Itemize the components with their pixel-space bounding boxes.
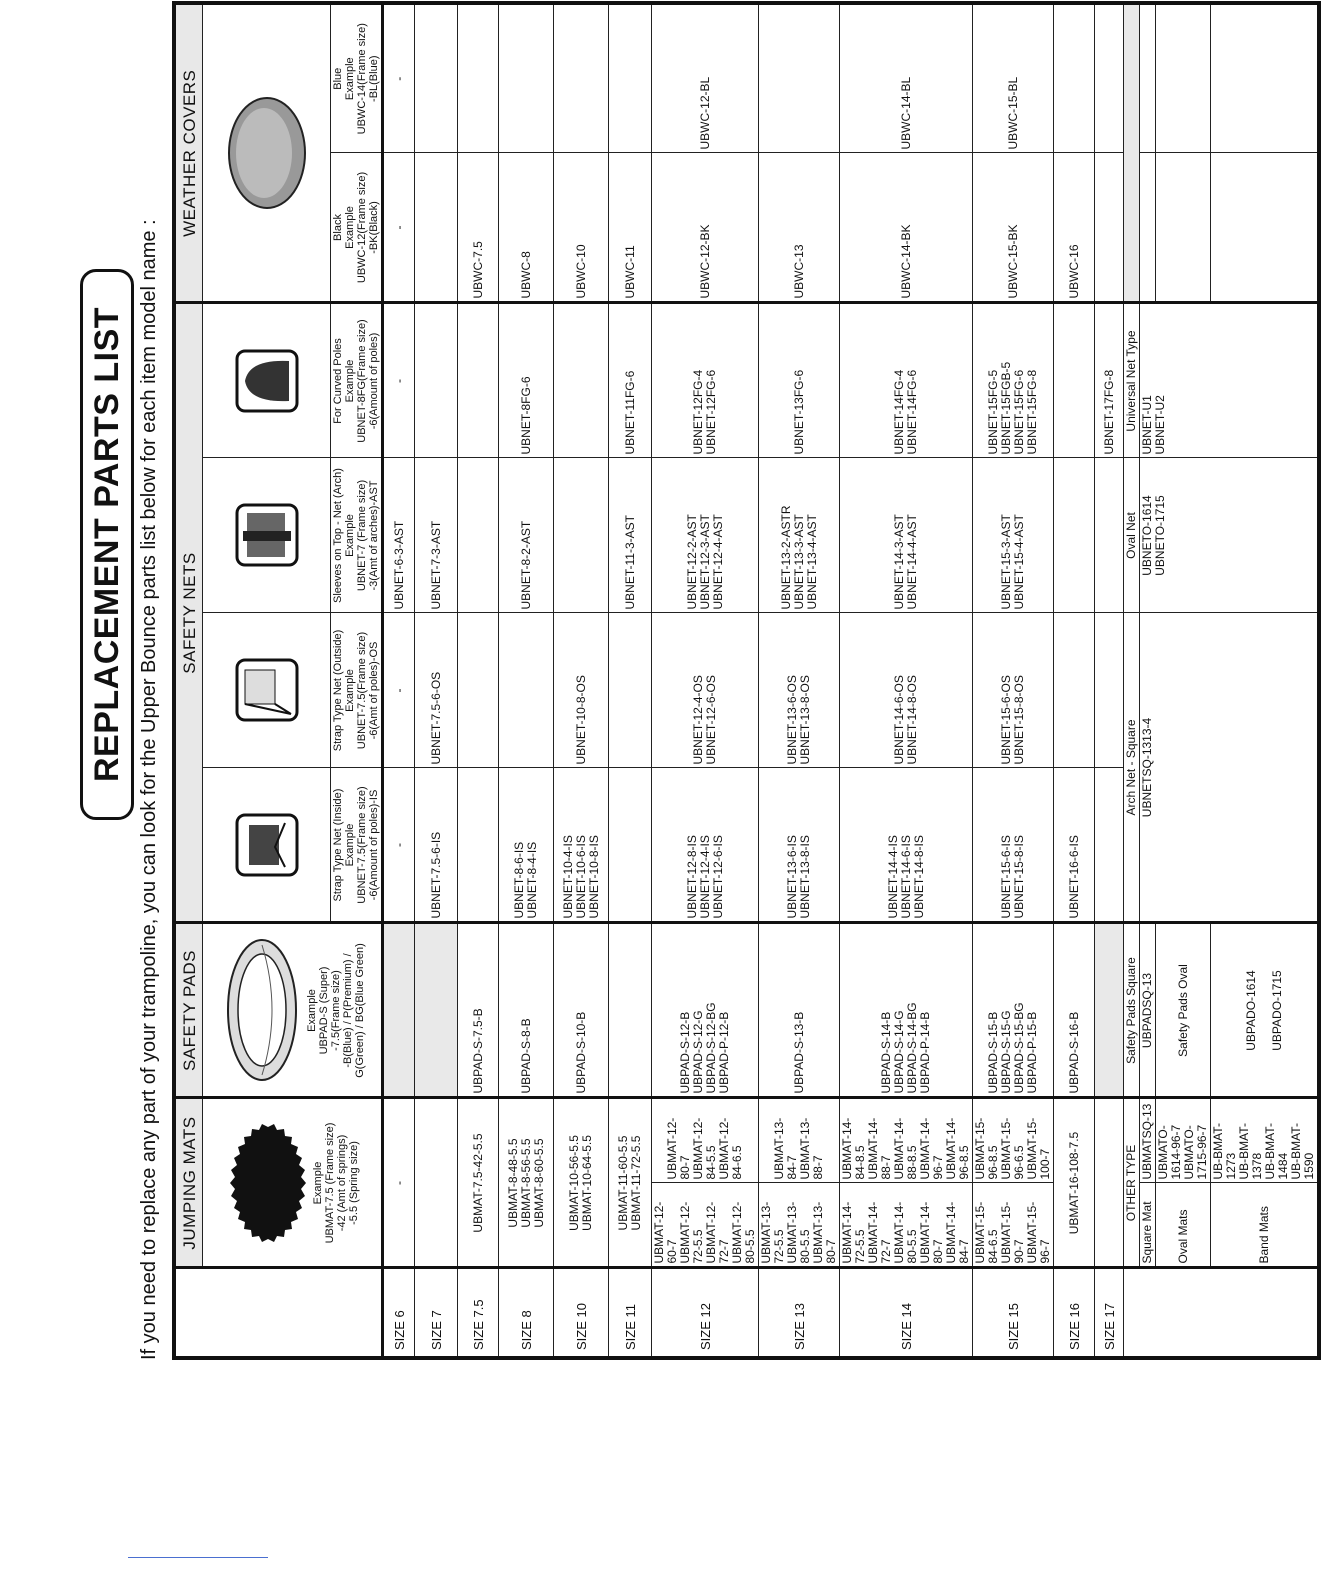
table-row bbox=[383, 3, 415, 1358]
pads-cell: UBPAD-S-8-B bbox=[499, 923, 554, 1098]
mats-cell-a: UBMAT-16-108-7.5 bbox=[1054, 1098, 1095, 1268]
example-line: Example bbox=[312, 1161, 324, 1205]
example-mats-text bbox=[312, 1103, 360, 1264]
other-blank bbox=[1211, 1268, 1320, 1358]
net-outside-icon bbox=[235, 659, 299, 723]
other-cover-cell bbox=[1156, 3, 1211, 153]
table-row bbox=[554, 3, 609, 1358]
example-pads bbox=[203, 923, 383, 1098]
net-inside-icon bbox=[235, 813, 299, 877]
example-line: -3(Amt of arches)-AST bbox=[368, 480, 380, 591]
cover-blue-cell: UBWC-15-BL bbox=[973, 3, 1054, 153]
title-box bbox=[80, 269, 134, 820]
section-safety-pads: SAFETY PADS bbox=[174, 923, 203, 1098]
oval-net-value: UBNETO-1614 UBNETO-1715 bbox=[1140, 458, 1320, 613]
example-line: Sleeves on Top - Net (Arch) bbox=[332, 468, 344, 603]
example-line: Example bbox=[344, 206, 356, 249]
example-net-fg bbox=[331, 303, 383, 458]
example-line: Example bbox=[344, 514, 356, 557]
mats-cell-a: UBMAT-10-56-5.5 UBMAT-10-64-5.5 bbox=[554, 1098, 609, 1268]
mats-cell-a bbox=[1095, 1098, 1124, 1268]
mats-cell-b: UBMAT-12-80-7 UBMAT-12-84-5.5 UBMAT-12-84-6.5 bbox=[652, 1098, 759, 1183]
table-row bbox=[652, 3, 759, 1358]
pads-cell: UBPAD-S-12-B UBPAD-S-12-G UBPAD-S-12-BG UBPAD-P-12-B bbox=[652, 923, 759, 1098]
oval-mats-value: UBMATO-1614-96-7 UBMATO-1715-96-7 bbox=[1156, 1098, 1211, 1183]
pads-cell: UBPAD-S-7.5-B bbox=[458, 923, 499, 1098]
pads-cell bbox=[383, 923, 415, 1098]
example-line: UBNET-7 (Frame size) bbox=[356, 479, 368, 592]
example-line: -7.5(Frame size) bbox=[330, 970, 342, 1051]
other-cover-cell bbox=[1211, 153, 1320, 303]
other-cover-cell bbox=[1140, 153, 1156, 303]
net-inside-cell: UBNET-10-4-IS UBNET-10-6-IS UBNET-10-8-IS bbox=[554, 768, 609, 923]
example-line: -6(Amt of poles)-OS bbox=[368, 641, 380, 740]
square-mat-row bbox=[1140, 3, 1156, 1358]
example-cover-black bbox=[331, 153, 383, 303]
net-outside-cell: UBNET-12-4-OS UBNET-12-6-OS bbox=[652, 613, 759, 768]
net-arch-cell: UBNET-12-2-AST UBNET-12-3-AST UBNET-12-4-AST bbox=[652, 458, 759, 613]
net-fg-cell bbox=[458, 303, 499, 458]
size-label: SIZE 12 bbox=[652, 1268, 759, 1358]
cover-black-cell: UBWC-13 bbox=[759, 153, 840, 303]
example-line: -BK(Black) bbox=[368, 201, 380, 254]
pads-cell: UBPAD-S-16-B bbox=[1054, 923, 1095, 1098]
example-line: UBPAD-S (Super) bbox=[318, 966, 330, 1055]
pads-cell bbox=[415, 923, 458, 1098]
other-heading: OTHER TYPE bbox=[1124, 1098, 1140, 1268]
net-fg-icon-cell bbox=[203, 303, 331, 458]
mats-cell-a: UBMAT-8-48-5.5 UBMAT-8-56-5.5 UBMAT-8-60-5.5 bbox=[499, 1098, 554, 1268]
example-line: Black bbox=[332, 214, 344, 241]
net-fg-cell bbox=[1054, 303, 1095, 458]
example-line: UBMAT-7.5 (Frame size) bbox=[324, 1122, 336, 1244]
mats-cell-b: UBMAT-13-84-7 UBMAT-13-88-7 bbox=[759, 1098, 840, 1183]
pads-cell: UBPAD-S-10-B bbox=[554, 923, 609, 1098]
size-label: SIZE 13 bbox=[759, 1268, 840, 1358]
size-label: SIZE 16 bbox=[1054, 1268, 1095, 1358]
example-line: Example bbox=[344, 57, 356, 101]
oval-net-label: Oval Net bbox=[1124, 458, 1140, 613]
cover-black-cell: UBWC-7.5 bbox=[458, 153, 499, 303]
other-heading-row bbox=[1124, 3, 1140, 1358]
mats-cell-a: UBMAT-12-60-7 UBMAT-12-72-5.5 UBMAT-12-72-7 UBMAT-12-80-5.5 bbox=[652, 1183, 759, 1268]
cover-blue-cell: - bbox=[383, 3, 415, 153]
cover-blue-cell bbox=[1054, 3, 1095, 153]
cover-blue-cell bbox=[1095, 3, 1124, 153]
cover-blue-cell bbox=[499, 3, 554, 153]
example-pads-text bbox=[306, 928, 366, 1094]
pads-oval-2: UBPADO-1715 bbox=[1269, 970, 1284, 1051]
example-cover-blue bbox=[331, 3, 383, 153]
net-inside-cell: UBNET-13-6-IS UBNET-13-8-IS bbox=[759, 768, 840, 923]
band-mats-value: UB-BMAT-1273 UB-BMAT-1378 UB-BMAT-1484 UB-BMAT-1590 bbox=[1211, 1098, 1320, 1183]
other-cover-empty bbox=[1124, 3, 1140, 303]
example-line: -BL(Blue) bbox=[368, 55, 380, 102]
section-jumping-mats: JUMPING MATS bbox=[174, 1098, 203, 1268]
mats-cell-b: UBMAT-14-84-8.5 UBMAT-14-88-7 UBMAT-14-88-8.5 UBMAT-14-96-7 UBMAT-14-96-8.5 bbox=[840, 1098, 973, 1183]
mats-cell-b: UBMAT-15-96-8.5 UBMAT-15-96-6.5 UBMAT-15-100-7 bbox=[973, 1098, 1054, 1183]
example-net-arch bbox=[331, 458, 383, 613]
footer-link-line bbox=[128, 1557, 268, 1558]
page-header bbox=[0, 0, 170, 1390]
section-safety-nets: SAFETY NETS bbox=[174, 303, 203, 923]
example-line: For Curved Poles bbox=[332, 338, 344, 424]
mats-cell-a: UBMAT-14-72-5.5 UBMAT-14-72-7 UBMAT-14-80-5.5 UBMAT-14-80-7 UBMAT-14-84-7 bbox=[840, 1183, 973, 1268]
example-line: UBWC-14(Frame size) bbox=[356, 23, 368, 135]
net-inside-cell bbox=[458, 768, 499, 923]
net-fg-cell bbox=[415, 303, 458, 458]
table-row bbox=[1054, 3, 1095, 1358]
net-arch-cell bbox=[554, 458, 609, 613]
net-outside-cell: UBNET-10-8-OS bbox=[554, 613, 609, 768]
table-row bbox=[458, 3, 499, 1358]
size-header-cell bbox=[174, 1268, 383, 1358]
example-line: -B(Blue) / P(Premium) / bbox=[342, 953, 354, 1068]
cover-blue-cell: UBWC-14-BL bbox=[840, 3, 973, 153]
net-outside-cell: UBNET-7.5-6-OS bbox=[415, 613, 458, 768]
pads-square-value: UBPADSQ-13 bbox=[1140, 923, 1156, 1098]
size-label: SIZE 7 bbox=[415, 1268, 458, 1358]
cover-black-cell: UBWC-10 bbox=[554, 153, 609, 303]
net-inside-cell bbox=[1095, 768, 1124, 923]
other-cover-cell bbox=[1211, 3, 1320, 153]
net-arch-cell: UBNET-6-3-AST bbox=[383, 458, 415, 613]
arch-square-label: Arch Net - Square bbox=[1124, 613, 1140, 923]
example-net-inside bbox=[331, 768, 383, 923]
table-row bbox=[609, 3, 652, 1358]
net-fg-cell: UBNET-15FG-5 UBNET-15FGB-5 UBNET-15FG-6 UBNET-15FG-8 bbox=[973, 303, 1054, 458]
net-arch-cell: UBNET-15-3-AST UBNET-15-4-AST bbox=[973, 458, 1054, 613]
cover-icon-cell bbox=[203, 3, 331, 303]
example-line: Example bbox=[344, 359, 356, 403]
net-inside-icon-cell bbox=[203, 768, 331, 923]
pads-oval-value bbox=[1211, 923, 1320, 1098]
net-fg-cell: UBNET-17FG-8 bbox=[1095, 303, 1124, 458]
net-inside-cell: - bbox=[383, 768, 415, 923]
pads-cell bbox=[609, 923, 652, 1098]
net-inside-cell: UBNET-12-8-IS UBNET-12-4-IS UBNET-12-6-IS bbox=[652, 768, 759, 923]
cover-black-cell: UBWC-12-BK bbox=[652, 153, 759, 303]
example-row bbox=[203, 3, 331, 1358]
net-outside-cell: - bbox=[383, 613, 415, 768]
mats-cell-a: UBMAT-7.5-42-5.5 bbox=[458, 1098, 499, 1268]
other-cover-cell bbox=[1156, 153, 1211, 303]
net-fg-cell: UBNET-13FG-6 bbox=[759, 303, 840, 458]
example-line: Strap Type Net (Inside) bbox=[332, 788, 344, 902]
size-label: SIZE 6 bbox=[383, 1268, 415, 1358]
size-label: SIZE 7.5 bbox=[458, 1268, 499, 1358]
size-label: SIZE 8 bbox=[499, 1268, 554, 1358]
page-subtitle: If you need to replace any part of your trampoline, you can look for the Upper Bounce parts list below for each item model name : bbox=[138, 219, 160, 1360]
net-arch-cell: UBNET-14-3-AST UBNET-14-4-AST bbox=[840, 458, 973, 613]
universal-value: UBNET-U1 UBNET-U2 bbox=[1140, 303, 1320, 458]
cover-black-cell: UBWC-11 bbox=[609, 153, 652, 303]
cover-blue-cell bbox=[415, 3, 458, 153]
net-arch-icon bbox=[235, 504, 299, 568]
band-mats-label: Band Mats bbox=[1211, 1183, 1320, 1268]
cover-black-cell: UBWC-14-BK bbox=[840, 153, 973, 303]
other-blank bbox=[1156, 1268, 1211, 1358]
net-fg-cell bbox=[554, 303, 609, 458]
cover-black-cell: - bbox=[383, 153, 415, 303]
net-inside-cell: UBNET-8-6-IS UBNET-8-4-IS bbox=[499, 768, 554, 923]
net-arch-cell bbox=[1095, 458, 1124, 613]
safety-pad-icon bbox=[222, 936, 302, 1086]
example-line: Example bbox=[344, 823, 356, 867]
net-fg-cell: UBNET-14FG-4 UBNET-14FG-6 bbox=[840, 303, 973, 458]
oval-mats-label: Oval Mats bbox=[1156, 1183, 1211, 1268]
square-mat-value: UBMATSQ-13 bbox=[1140, 1098, 1156, 1183]
net-arch-cell: UBNET-13-2-ASTR UBNET-13-3-AST UBNET-13-4-AST bbox=[759, 458, 840, 613]
mats-cell-a: - bbox=[383, 1098, 415, 1268]
other-cover-cell bbox=[1140, 3, 1156, 153]
cover-black-cell bbox=[415, 153, 458, 303]
size-label: SIZE 11 bbox=[609, 1268, 652, 1358]
example-line: -6(Amount of poles)-IS bbox=[368, 789, 380, 901]
net-outside-cell bbox=[1054, 613, 1095, 768]
example-line: G(Green) / BG(Blue Green) bbox=[354, 943, 366, 1078]
example-line: -6(Amount of poles) bbox=[368, 332, 380, 430]
example-net-outside bbox=[331, 613, 383, 768]
example-line: UBNET-8FG(Frame size) bbox=[356, 319, 368, 443]
table-row bbox=[499, 3, 554, 1358]
other-blank bbox=[1140, 1268, 1156, 1358]
example-mats bbox=[203, 1098, 383, 1268]
cover-black-cell bbox=[1095, 153, 1124, 303]
section-weather-covers: WEATHER COVERS bbox=[174, 3, 203, 303]
mats-cell-a: UBMAT-13-72-5.5 UBMAT-13-80-5.5 UBMAT-13-80-7 bbox=[759, 1183, 840, 1268]
pads-cell: UBPAD-S-14-B UBPAD-S-14-G UBPAD-S-14-BG UBPAD-P-14-B bbox=[840, 923, 973, 1098]
square-mat-label: Square Mat bbox=[1140, 1183, 1156, 1268]
net-outside-cell: UBNET-14-6-OS UBNET-14-8-OS bbox=[840, 613, 973, 768]
net-curved-icon bbox=[235, 349, 299, 413]
other-blank bbox=[1124, 1268, 1140, 1358]
net-outside-cell bbox=[1095, 613, 1124, 768]
table-row bbox=[973, 3, 1054, 1358]
weather-cover-icon bbox=[222, 93, 312, 213]
size-label: SIZE 10 bbox=[554, 1268, 609, 1358]
net-outside-cell bbox=[458, 613, 499, 768]
mats-cell-a: UBMAT-15-84-6.5 UBMAT-15-90-7 UBMAT-15-96-7 bbox=[973, 1183, 1054, 1268]
net-arch-cell bbox=[458, 458, 499, 613]
net-inside-cell: UBNET-14-4-IS UBNET-14-6-IS UBNET-14-8-IS bbox=[840, 768, 973, 923]
cover-blue-cell bbox=[554, 3, 609, 153]
size-label: SIZE 17 bbox=[1095, 1268, 1124, 1358]
pads-cell: UBPAD-S-13-B bbox=[759, 923, 840, 1098]
parts-table-body bbox=[174, 3, 1319, 1358]
net-arch-cell bbox=[1054, 458, 1095, 613]
net-fg-cell: UBNET-12FG-4 UBNET-12FG-6 bbox=[652, 303, 759, 458]
example-line: UBWC-12(Frame size) bbox=[356, 171, 368, 284]
net-fg-cell: UBNET-11FG-6 bbox=[609, 303, 652, 458]
net-outside-cell bbox=[609, 613, 652, 768]
section-header-row bbox=[174, 3, 203, 1358]
cover-blue-cell: UBWC-12-BL bbox=[652, 3, 759, 153]
net-outside-cell: UBNET-15-6-OS UBNET-15-8-OS bbox=[973, 613, 1054, 768]
cover-blue-cell bbox=[458, 3, 499, 153]
example-line: UBNET-7.5(Frame size) bbox=[356, 631, 368, 750]
page-title: REPLACEMENT PARTS LIST bbox=[87, 306, 126, 783]
net-arch-cell: UBNET-7-3-AST bbox=[415, 458, 458, 613]
net-inside-cell: UBNET-15-6-IS UBNET-15-8-IS bbox=[973, 768, 1054, 923]
net-inside-cell bbox=[609, 768, 652, 923]
net-arch-cell: UBNET-8-2-AST bbox=[499, 458, 554, 613]
cover-black-cell: UBWC-16 bbox=[1054, 153, 1095, 303]
example-line: -42 (Amt of springs) bbox=[336, 1134, 348, 1232]
pads-square-label: Safety Pads Square bbox=[1124, 923, 1140, 1098]
table-row bbox=[759, 3, 840, 1358]
size-label: SIZE 15 bbox=[973, 1268, 1054, 1358]
cover-blue-cell bbox=[759, 3, 840, 153]
table-row bbox=[840, 3, 973, 1358]
net-fg-cell: - bbox=[383, 303, 415, 458]
mats-cell-a bbox=[415, 1098, 458, 1268]
mats-cell-a: UBMAT-11-60-5.5 UBMAT-11-72-5.5 bbox=[609, 1098, 652, 1268]
pads-cell: UBPAD-S-15-B UBPAD-S-15-G UBPAD-S-15-BG UBPAD-P-15-B bbox=[973, 923, 1054, 1098]
net-arch-icon-cell bbox=[203, 458, 331, 613]
net-inside-cell: UBNET-7.5-6-IS bbox=[415, 768, 458, 923]
cover-black-cell: UBWC-8 bbox=[499, 153, 554, 303]
size-label: SIZE 14 bbox=[840, 1268, 973, 1358]
net-outside-cell bbox=[499, 613, 554, 768]
parts-table bbox=[172, 1, 1321, 1360]
net-arch-cell: UBNET-11-3-AST bbox=[609, 458, 652, 613]
example-line: Example bbox=[344, 669, 356, 712]
cover-black-cell: UBWC-15-BK bbox=[973, 153, 1054, 303]
table-row bbox=[1095, 3, 1124, 1358]
pads-oval-label: Safety Pads Oval bbox=[1156, 923, 1211, 1098]
net-outside-cell: UBNET-13-6-OS UBNET-13-8-OS bbox=[759, 613, 840, 768]
net-fg-cell: UBNET-8FG-6 bbox=[499, 303, 554, 458]
net-inside-cell: UBNET-16-6-IS bbox=[1054, 768, 1095, 923]
example-line: -5.5 (Spring size) bbox=[348, 1141, 360, 1225]
pads-cell bbox=[1095, 923, 1124, 1098]
arch-square-value: UBNETSQ-1313-4 bbox=[1140, 613, 1320, 923]
cover-blue-cell bbox=[609, 3, 652, 153]
jumping-mat-icon bbox=[228, 1118, 308, 1248]
net-outside-icon-cell bbox=[203, 613, 331, 768]
pads-oval-1: UBPADO-1614 bbox=[1243, 970, 1258, 1051]
example-line: Strap Type Net (Outside) bbox=[332, 629, 344, 752]
example-line: Example bbox=[306, 989, 318, 1032]
example-line: UBNET-7.5(Frame size) bbox=[356, 786, 368, 904]
universal-label: Universal Net Type bbox=[1124, 303, 1140, 458]
table-row bbox=[415, 3, 458, 1358]
example-line: Blue bbox=[332, 67, 344, 90]
